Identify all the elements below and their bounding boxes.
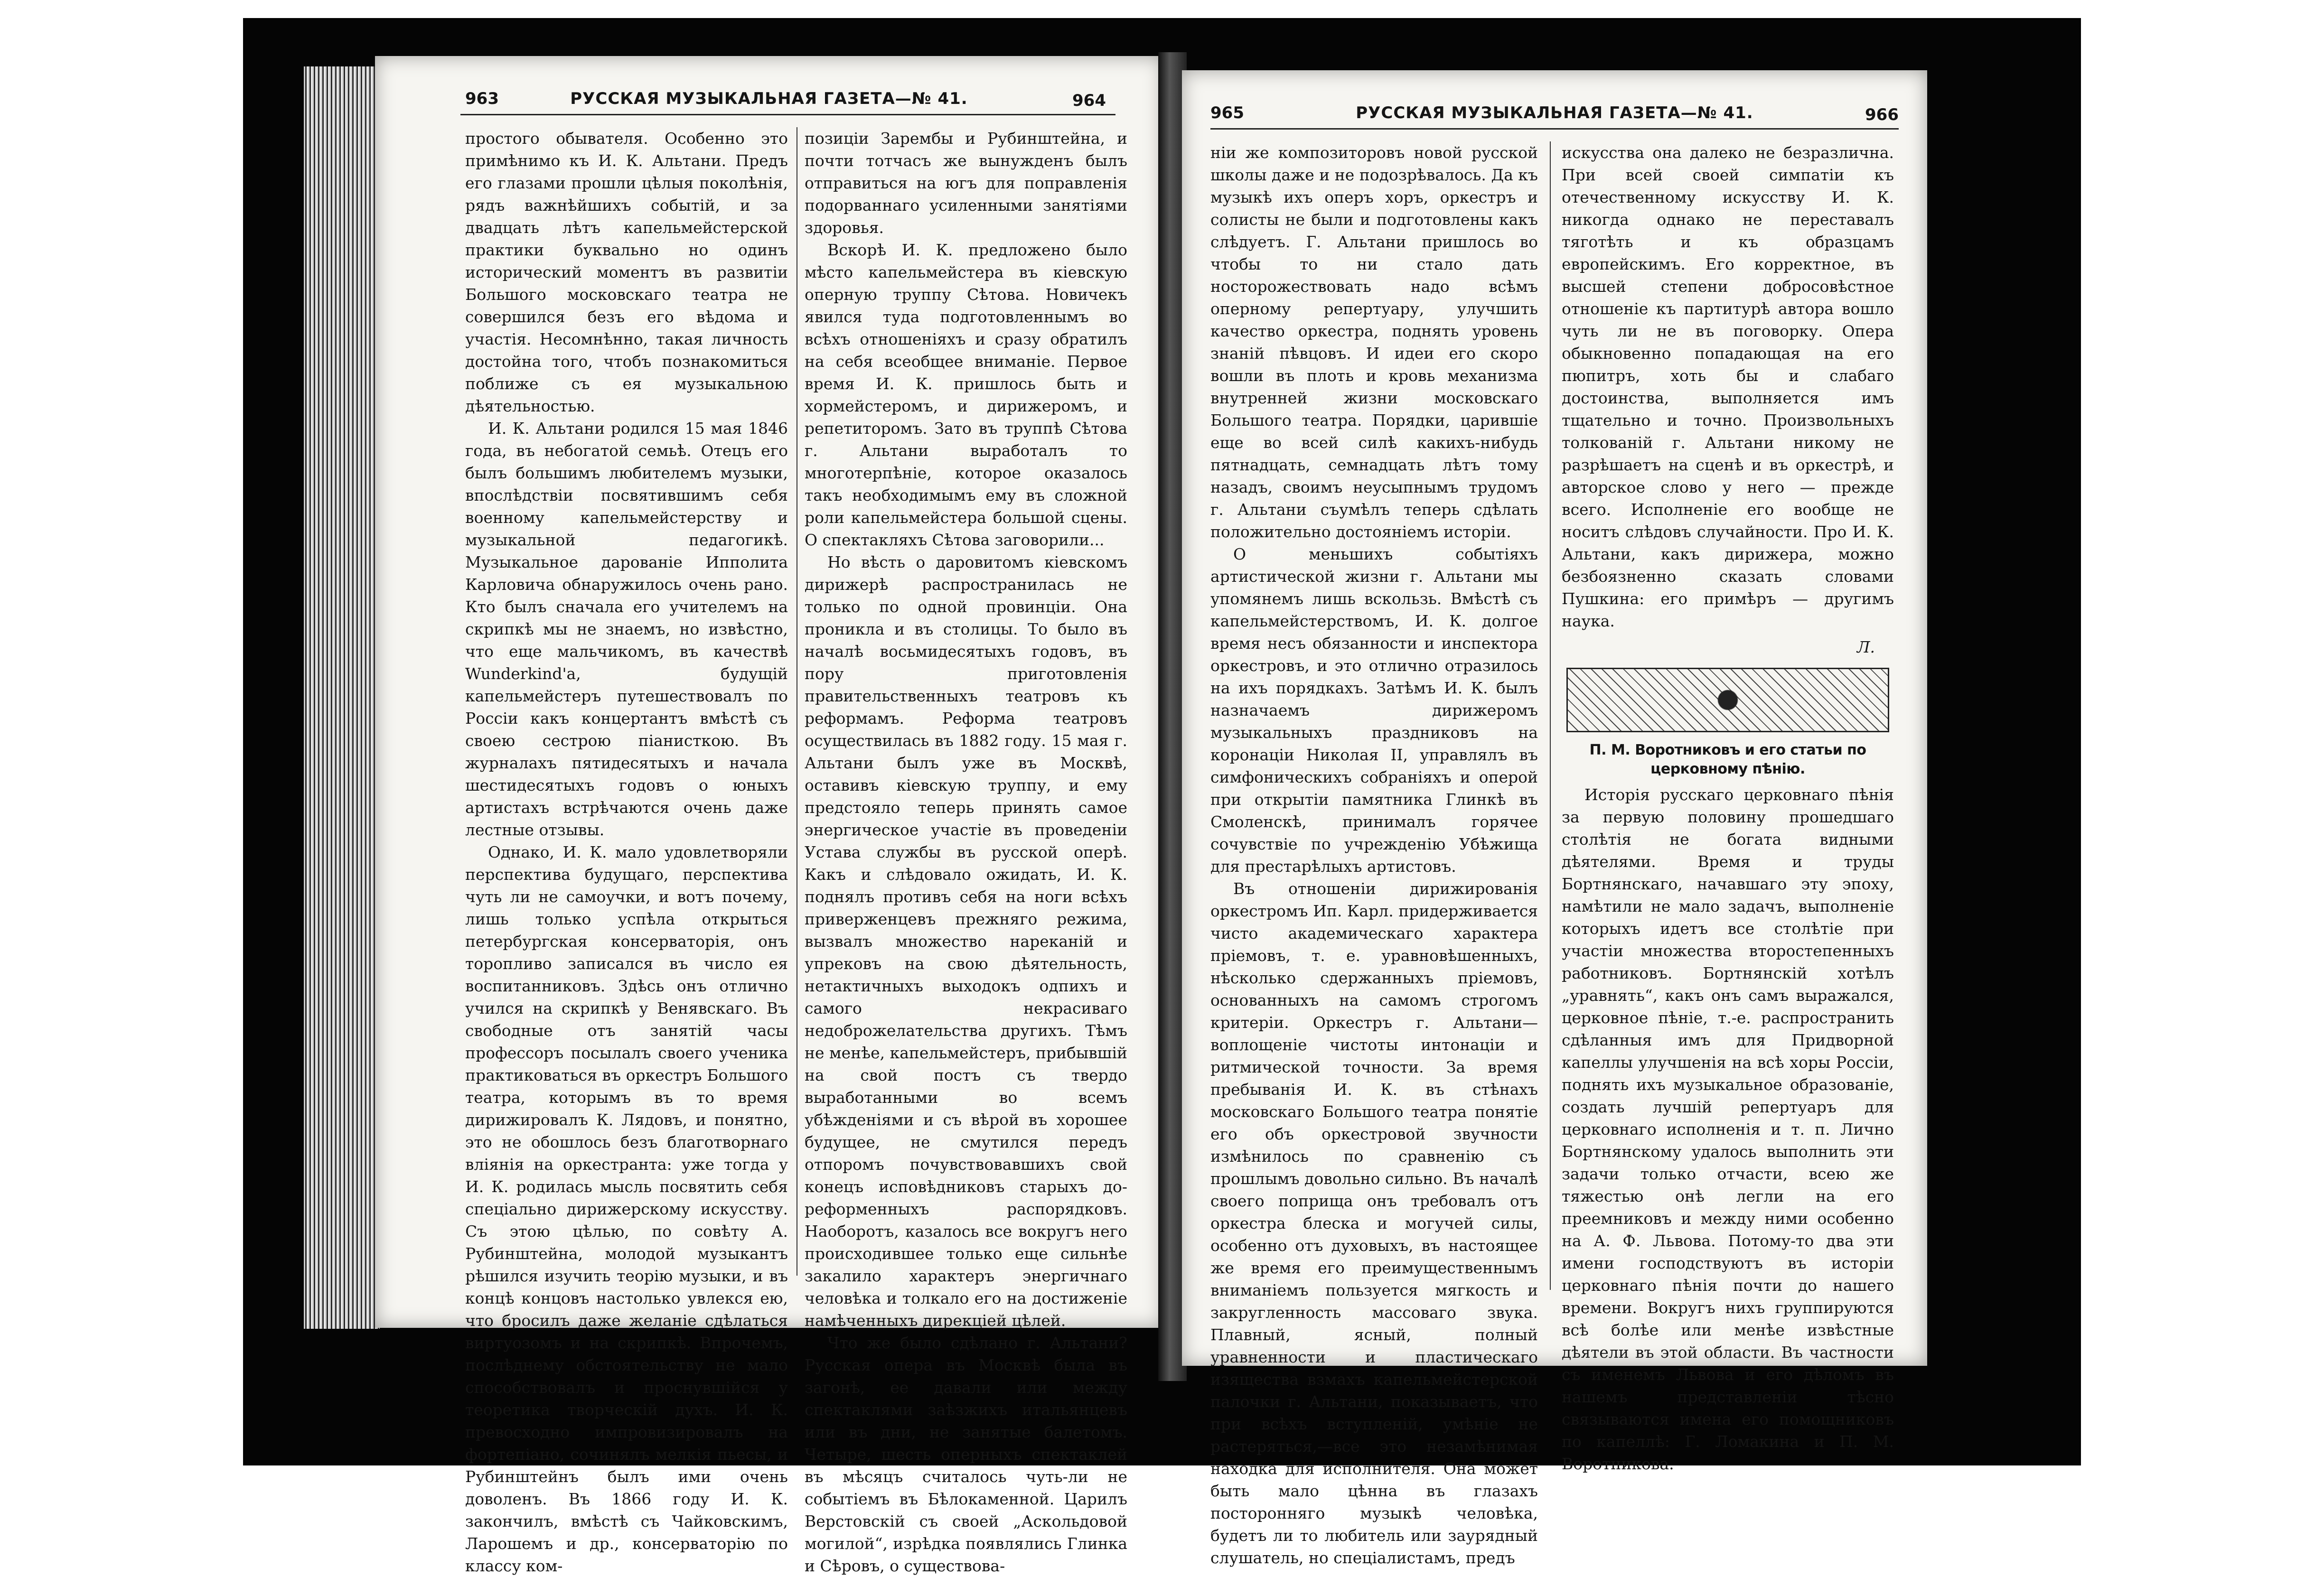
page-number-963: 963 xyxy=(465,89,499,108)
header-rule xyxy=(460,114,1115,115)
paragraph: Что же было сдѣлано г. Альтани? Русская опера въ Москвѣ была въ загонѣ, ее давали или между спектаклями заѣзжихъ итальянцевъ или въ дни, не занятые балетомъ. Четыре, шесть оперныхъ спектаклей въ мѣсяцъ считалось чуть-ли не событіемъ въ Бѣлокаменной. Царилъ Верстовскій съ своей „Аскольдовой могилой“, изрѣдка появлялись Глинка и Сѣровъ, о существова- xyxy=(805,1334,1127,1575)
decorative-ornament-icon xyxy=(1566,668,1889,732)
left-page-column-1 xyxy=(465,127,788,1575)
paragraph: И. К. Альтани родился 15 мая 1846 года, въ небогатой семьѣ. Отецъ его былъ большимъ любителемъ музыки, впослѣдствіи посвятившимъ себя военному капельмейстерству и музыкальной педагогикѣ. Музыкальное дарованіе Ипполита Карловича обнаружилось очень рано. Кто былъ сначала его учителемъ на скрипкѣ мы не знаемъ, но извѣстно, что еще мальчикомъ, въ качествѣ Wunderkind'а, будущій капельмейстеръ путешествовалъ по Россіи какъ концертантъ вмѣстѣ съ своею сестрою піанисткою. Въ журналахъ пятидесятыхъ и начала шестидесятыхъ годовъ о юныхъ артистахъ встрѣчаются очень даже лестные отзывы. xyxy=(465,419,788,839)
paragraph: ніи же композиторовъ новой русской школы даже и не подозрѣвалось. Да къ музыкѣ ихъ оперъ хоръ, оркестръ и солисты не были и подготовлены какъ слѣдуетъ. Г. Альтани пришлось во чтобы то ни стало дать носторожествовать надо всѣмъ оперному репертуару, улучшить качество оркестра, поднять уровень знаній пѣвцовъ. И идеи его скоро вошли въ плоть и кровь механизма внутренней жизни московскаго Большого театра. Порядки, царившіе еще во всей силѣ какихъ-нибудь пятнадцать, семнадцать лѣтъ тому назадъ, своимъ неусыпнымъ трудомъ г. Альтани съумѣлъ теперь сдѣлать положительно достояніемъ исторіи. xyxy=(1210,143,1538,541)
header-rule xyxy=(1210,128,1899,130)
newspaper-title: РУССКАЯ МУЗЫКАЛЬНАЯ ГАЗЕТА—№ 41. xyxy=(1356,103,1753,122)
paragraph: Исторія русскаго церковнаго пѣнія за первую половину прошедшаго столѣтія не богата видными дѣятелями. Время и труды Бортнянскаго, начавшаго эту эпоху, намѣтили не мало задачъ, выполненіе которыхъ идетъ все столѣтіе при участіи множества второстепенныхъ работниковъ. Бортнянскій хотѣлъ „уравнять“, какъ онъ самъ выражался, церковное пѣніе, т.-е. распространить сдѣланныя имъ для Придворной капеллы улучшенія на всѣ хоры Россіи, поднять ихъ музыкальное образованіе, создать лучшій репертуаръ для церковнаго исполненія и т. п. Лично Бортнянскому удалось выполнить эти задачи только отчасти, всею же тяжестью онѣ легли на его преемниковъ и между ними особенно на А. Ф. Львова. Потому-то два эти имени господствуютъ въ исторіи церковнаго пѣнія почти до нашего времени. Вокругъ нихъ группируются всѣ болѣе или менѣе извѣстные дѣятели въ этой области. Въ частности съ именемъ Львова и его дѣломъ въ нашемъ представленіи тѣсно связываются имена его помощниковъ по капеллѣ: Г. Ломакина и П. М. Воротникова. xyxy=(1562,785,1894,1473)
paragraph: Но вѣсть о даровитомъ кіевскомъ дирижерѣ распространилась не только по одной провинціи. Она проникла и въ столицы. То было въ началѣ восьмидесятыхъ годовъ, въ пору приготовленія правительственныхъ театровъ къ реформамъ. Реформа театровъ осуществилась въ 1882 году. 15 мая г. Альтани былъ уже въ Москвѣ, оставивъ кіевскую труппу, и ему предстояло теперь принять самое энергическое участіе въ проведеніи Устава службы въ русской оперѣ. Какъ и слѣдовало ожидать, И. К. поднялъ противъ себя на ноги всѣхъ приверженцевъ прежняго режима, вызвалъ множество нареканій и упрековъ на свою дѣятельность, нетактичныхъ выходокъ одпихъ и самого некрасиваго недоброжелательства другихъ. Тѣмъ не менѣе, капельмейстеръ, прибывшій на свой постъ съ твердо выработанными во всемъ убѣжденіями и съ вѣрой въ хорошее будущее, не смутился передъ отпоромъ почувствовавшихъ свой конецъ исповѣдниковъ старыхъ до-реформенныхъ распорядковъ. Наоборотъ, казалось все вокругъ него происходившее только еще сильнѣе закалило характеръ энергичнаго человѣка и толкало его на достиженіе намѣченныхъ дирекціей цѣлей. xyxy=(805,553,1127,1330)
paragraph: Вскорѣ И. К. предложено было мѣсто капельмейстера въ кіевскую оперную труппу Сѣтова. Новичекъ явился туда подготовленнымъ во всѣхъ отношеніяхъ и сразу обратилъ на себя всеобщее вниманіе. Первое время И. К. пришлось быть и хормейстеромъ, и дирижеромъ, и репетиторомъ. Зато въ труппѣ Сѣтова г. Альтани выработалъ то многотерпѣніе, которое оказалось такъ необходимымъ ему въ сложной роли капельмейстера большой сцены. О спектакляхъ Сѣтова заговорили... xyxy=(805,241,1127,549)
author-signature: Л. xyxy=(1856,638,1875,656)
book-page-edges xyxy=(304,66,380,1329)
page-number-966: 966 xyxy=(1865,105,1899,124)
left-page-header xyxy=(375,89,1163,118)
article-title: П. М. Воротниковъ и его статьи по церковному пѣнію. xyxy=(1589,742,1866,777)
newspaper-title: РУССКАЯ МУЗЫКАЛЬНАЯ ГАЗЕТА—№ 41. xyxy=(570,89,968,108)
page-number-965: 965 xyxy=(1210,103,1244,122)
paragraph: позиціи Зарембы и Рубинштейна, и почти тотчасъ же вынужденъ былъ отправиться на югъ для поправленія подорваннаго усиленными занятіями здоровья. xyxy=(805,129,1127,237)
left-page-column-2 xyxy=(805,127,1127,1575)
right-page-column-2 xyxy=(1562,141,1894,1473)
paragraph: простого обывателя. Особенно это примѣнимо къ И. К. Альтани. Предъ его глазами прошли цѣлыя поколѣнія, рядъ важнѣйшихъ событій, и за двадцать лѣтъ капельмейстерской практики буквально но одинъ исторический моментъ въ развитіи Большого московскаго театра не совершился безъ его вѣдома и участія. Несомнѣнно, такая личность достойна того, чтобъ познакомиться поближе съ ея музыкальною дѣятельностью. xyxy=(465,129,788,415)
right-page-header xyxy=(1182,103,1927,132)
page-number-964: 964 xyxy=(1072,91,1106,110)
left-page xyxy=(375,56,1163,1575)
right-page-column-1 xyxy=(1210,141,1538,1567)
column-divider xyxy=(1550,141,1551,1290)
paragraph: Въ отношеніи дирижированія оркестромъ Ип. Карл. придерживается чисто академическаго характера пріемовъ, т. е. уравновѣшенныхъ, нѣсколько сдержанныхъ пріемовъ, основанныхъ на самомъ строгомъ критеріи. Оркестръ г. Альтани—воплощеніе чистоты интонаціи и ритмической точности. За время пребыванія И. К. въ стѣнахъ московскаго Большого театра понятіе его объ оркестровой звучности измѣнилось по сравненію съ прошлымъ довольно сильно. Въ началѣ своего поприща онъ требовалъ отъ оркестра блеска и могучей силы, особенно отъ духовыхъ, въ настоящее же время его преимущественнымъ вниманіемъ пользуется мягкость и закругленность массоваго звука. Плавный, ясный, полный уравненности и пластическаго изящества взмахъ капельмейстерской палочки г. Альтани, показываетъ, что при всѣхъ вступленій, умѣніе не растеряться,—все это незамѣнимая находка для исполнителя. Она может быть мало цѣнна въ глазахъ посторонняго музыкѣ человѣка, будетъ ли то любитель или заурядный слушатель, но спеціалистамъ, предъ xyxy=(1210,879,1538,1567)
paragraph: О меньшихъ событіяхъ артистической жизни г. Альтани мы упомянемъ лишь вскользь. Вмѣстѣ съ капельмейстерствомъ, И. К. долгое время несъ обязанности и инспектора оркестровъ, и это отлично отразилось на ихъ порядкахъ. Затѣмъ И. К. былъ назначаемъ дирижеромъ музыкальныхъ праздниковъ на коронаціи Николая II, управлялъ въ симфоническихъ собраніяхъ и оперой при открытіи памятника Глинкѣ въ Смоленскѣ, принималъ горячее сочувствіе по учрежденію Убѣжища для престарѣлыхъ артистовъ. xyxy=(1210,545,1538,876)
paragraph: искусства она далеко не безразлична. При всей своей симпатіи къ отечественному искусству И. К. никогда однако не переставалъ тяготѣть и къ образцамъ европейскимъ. Его корректное, въ высшей степени добросовѣстное отношеніе къ партитурѣ автора вошло чуть ли не въ поговорку. Опера обыкновенно попадающая на его пюпитръ, хоть бы и слабаго достоинства, выполняется имъ тщательно и точно. Произвольныхъ толкованій г. Альтани никому не разрѣшаетъ на сценѣ и въ оркестрѣ, и авторское слово у него — прежде всего. Исполненіе его вообще не носитъ слѣдовъ случайности. Про И. К. Альтани, какъ дирижера, можно безбоязненно сказать словами Пушкина: его примѣръ — другимъ наука. xyxy=(1562,143,1894,630)
paragraph: Однако, И. К. мало удовлетворяли перспектива будущаго, перспектива чуть ли не самоучки, и вотъ почему, лишь только успѣла открыться петербургская консерваторія, онъ торопливо записался въ число ея воспитанниковъ. Здѣсь онъ отлично учился на скрипкѣ у Венявскаго. Въ свободные отъ занятій часы профессоръ посылалъ своего ученика практиковаться въ оркестръ Большого театра, которымъ въ то время дирижировалъ К. Лядовъ, и понятно, это не обошлось безъ благотворнаго вліянія на оркестранта: уже тогда у И. К. родилась мысль посвятить себя спеціально дирижерскому искусству. Съ этою цѣлью, по совѣту А. Рубинштейна, молодой музыкантъ рѣшился изучить теорію музыки, и въ концѣ концовъ настолько увлекся ею, что бросилъ даже желаніе сдѣлаться виртуозомъ и на скрипкѣ. Впрочемъ, послѣднему обстоятельству не мало способствовалъ и проснувшійся у теоретика творческій духъ. И. К. превосходно импровизировалъ на фортепіано, сочинялъ мелкія пьесы, и Рубинштейнъ былъ ими очень доволенъ. Въ 1866 году И. К. закончилъ, вмѣстѣ съ Чайковскимъ, Ларошемъ и др., консерваторію по классу ком- xyxy=(465,843,788,1575)
right-page xyxy=(1182,70,1927,1567)
